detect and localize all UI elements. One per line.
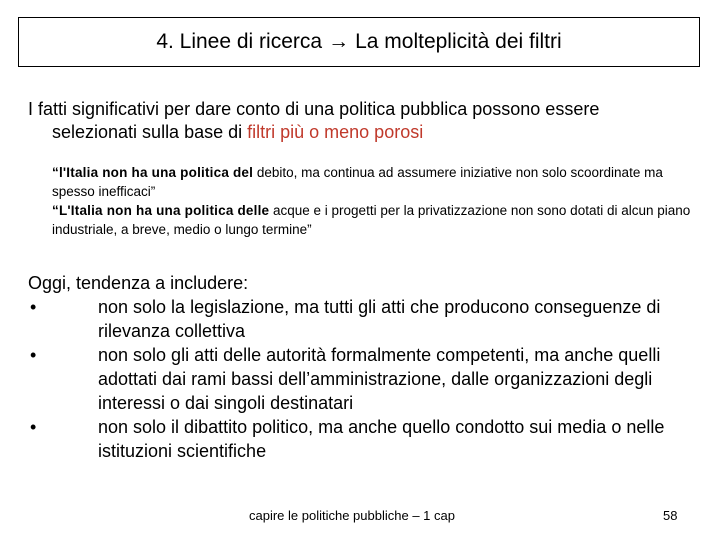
- intro-accent-text: filtri più o meno porosi: [247, 122, 424, 142]
- quote-rest: acque e i progetti per la privatizzazione non sono dotati di alcun piano industriale, a breve, medio o lungo termine”: [52, 203, 691, 237]
- trend-section: [28, 271, 698, 463]
- bullet-text: non solo il dibattito politico, ma anche quello condotto sui media o nelle istituzioni scientifiche: [98, 417, 665, 461]
- bullet-dot-icon: •: [30, 417, 37, 437]
- bullet-dot-icon: •: [30, 297, 37, 317]
- bullet-dot-icon: •: [30, 345, 37, 365]
- intro-line1: I fatti significativi per dare conto di una politica pubblica possono essere: [28, 99, 600, 119]
- quote-bold: “L'Italia non ha una politica delle: [52, 203, 270, 218]
- intro-paragraph: [28, 98, 698, 144]
- bullet-item: [28, 343, 698, 415]
- bullet-text: non solo gli atti delle autorità formalmente competenti, ma anche quelli adottati dai rami bassi dell’amministrazione, dalle organizzazioni degli interessi o dai singoli destinatari: [98, 345, 661, 413]
- title-text-part2: La molteplicità dei filtri: [355, 30, 562, 53]
- page-number: 58: [663, 508, 678, 523]
- bullet-text: non solo la legislazione, ma tutti gli atti che producono conseguenze di rilevanza collettiva: [98, 297, 661, 341]
- footer-caption: capire le politiche pubbliche – 1 cap: [249, 508, 455, 523]
- quote-item: [52, 201, 692, 239]
- quote-item: [52, 163, 692, 201]
- slide-title: [18, 17, 700, 67]
- title-text-part1: 4. Linee di ricerca: [156, 30, 323, 53]
- bullet-item: [28, 415, 698, 463]
- quote-rest: debito, ma continua ad assumere iniziative non solo scoordinate ma spesso inefficaci”: [52, 165, 663, 199]
- trend-heading: Oggi, tendenza a includere:: [28, 273, 249, 293]
- quotes-block: [52, 163, 692, 239]
- bullet-item: [28, 295, 698, 343]
- arrow-right-icon: →: [328, 30, 350, 53]
- quote-bold: “l'Italia non ha una politica del: [52, 165, 254, 180]
- intro-line2: [28, 121, 698, 144]
- intro-line2-prefix: selezionati sulla base di: [52, 122, 248, 142]
